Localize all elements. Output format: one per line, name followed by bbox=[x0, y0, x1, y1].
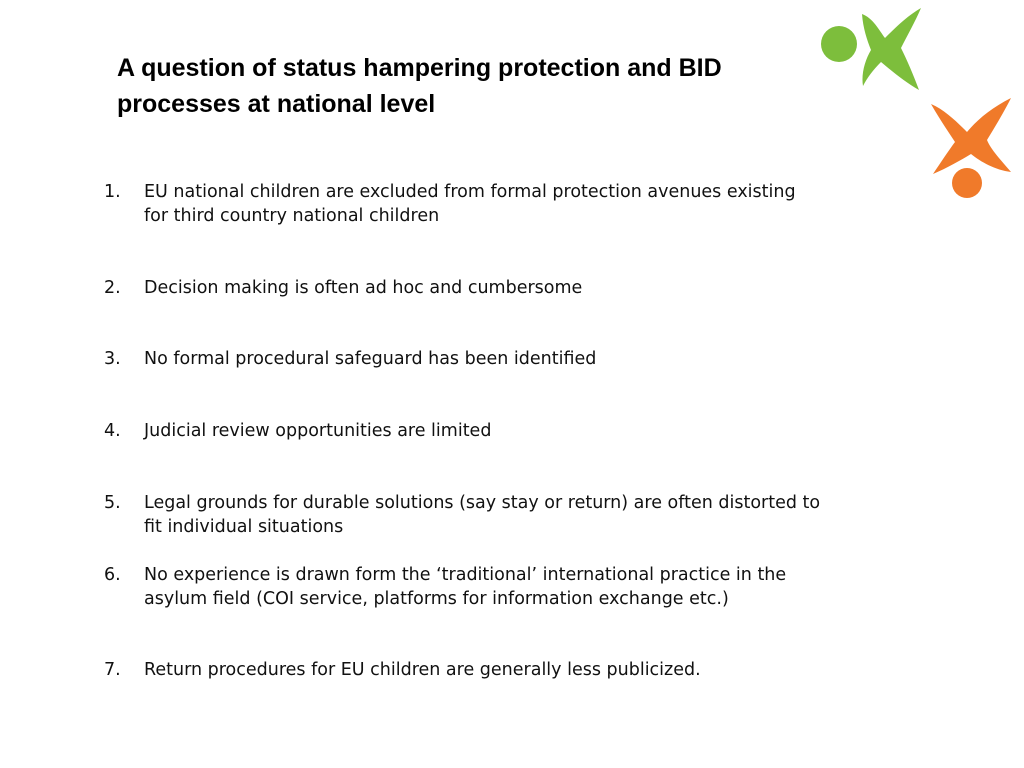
list-item bbox=[104, 419, 824, 443]
item-number: 3. bbox=[104, 349, 121, 369]
slide-title: A question of status hampering protection and BID processes at national level bbox=[117, 54, 722, 118]
green-figure-icon bbox=[821, 8, 921, 90]
figures-logo-icon bbox=[815, 0, 1024, 210]
item-text: No experience is drawn form the ‘traditional’ international practice in the asylum field (COI service, platforms for information exchange etc.) bbox=[144, 565, 787, 609]
item-text: No formal procedural safeguard has been identified bbox=[144, 349, 597, 369]
item-number: 1. bbox=[104, 182, 121, 202]
item-number: 5. bbox=[104, 493, 121, 513]
list-item bbox=[104, 347, 824, 371]
item-text: Judicial review opportunities are limited bbox=[144, 421, 492, 441]
item-text: Decision making is often ad hoc and cumbersome bbox=[144, 278, 583, 298]
list-item bbox=[104, 276, 824, 300]
item-number: 4. bbox=[104, 421, 121, 441]
item-text: Return procedures for EU children are generally less publicized. bbox=[144, 660, 701, 680]
list-item bbox=[104, 491, 824, 539]
item-text: Legal grounds for durable solutions (say stay or return) are often distorted to fit individual situations bbox=[144, 493, 821, 537]
orange-figure-icon bbox=[931, 98, 1011, 198]
item-number: 7. bbox=[104, 660, 121, 680]
list-item bbox=[104, 658, 824, 682]
item-number: 6. bbox=[104, 565, 121, 585]
item-text: EU national children are excluded from formal protection avenues existing for third country national children bbox=[144, 182, 796, 226]
item-number: 2. bbox=[104, 278, 121, 298]
list-item bbox=[104, 180, 824, 228]
list-item bbox=[104, 563, 824, 611]
